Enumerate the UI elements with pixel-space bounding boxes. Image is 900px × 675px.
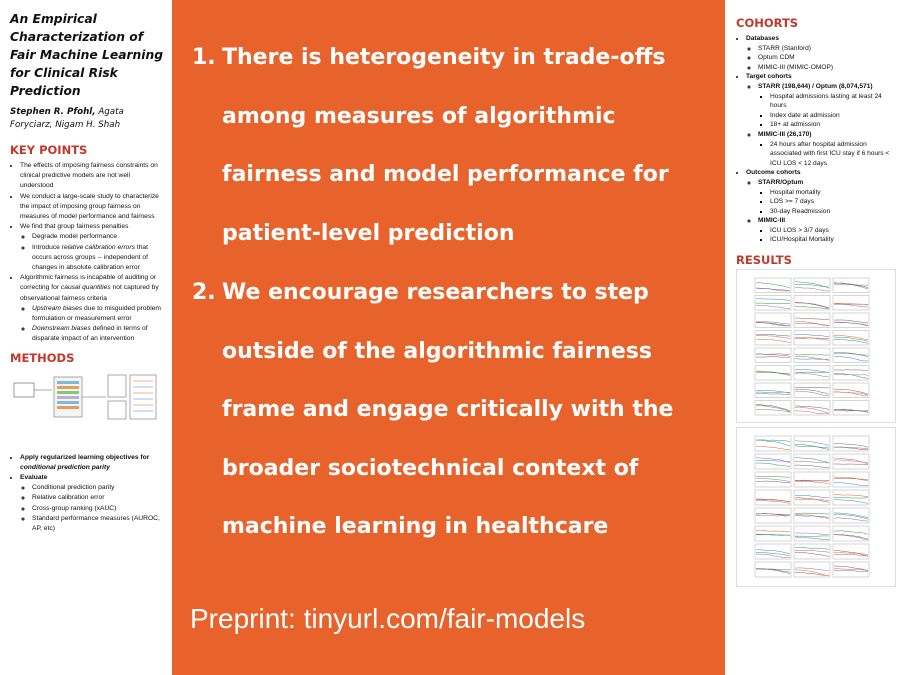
subplot-panel — [755, 544, 791, 559]
subplot-panel — [833, 366, 869, 381]
list-item-text: Apply regularized learning objectives for — [20, 453, 150, 461]
point-line: We encourage researchers to step — [222, 280, 649, 305]
list-item-text: not captured by observational fairness criteria — [20, 284, 159, 302]
subplot-panel — [833, 296, 869, 311]
subplot-panel — [794, 278, 830, 293]
subplot-panel — [833, 331, 869, 346]
list-item-text: MIMIC-III (26,170) — [758, 130, 812, 138]
point-number: 2. — [192, 280, 216, 305]
list-item: ▪ 24 hours after hospital admission associated with first ICU stay if 6 hours < ICU LOS < 12 days — [770, 140, 896, 169]
list-item: ▪ ICU LOS > 3/7 days — [770, 226, 896, 236]
list-item — [20, 453, 164, 473]
emphasis: relative calibration errors — [61, 243, 135, 251]
list-item — [20, 473, 164, 534]
emphasis: conditional prediction parity — [20, 463, 110, 471]
list-item-text: Algorithmic fairness is incapable of auditing or correcting for — [20, 274, 157, 292]
methods-diagram — [10, 369, 160, 431]
methods-list — [10, 453, 164, 535]
list-item: ▪ 30-day Readmission — [770, 207, 896, 217]
list-item — [20, 222, 164, 273]
point-number: 1. — [192, 45, 216, 70]
list-item: ▪ LOS >= 7 days — [770, 197, 896, 207]
list-item: ▪ 18+ at admission — [770, 120, 896, 130]
subplot-panel — [794, 401, 830, 416]
center-panel — [172, 0, 725, 675]
key-points-list — [10, 161, 164, 345]
preprint-link[interactable]: Preprint: tinyurl.com/fair-models — [190, 603, 586, 634]
list-item-text: Evaluate — [20, 474, 48, 482]
methods-heading: METHODS — [10, 350, 75, 365]
list-item: ◦ Degrade model performance — [32, 232, 164, 242]
list-item-text: Databases — [746, 35, 779, 42]
list-item-text: due to misguided problem formulation or measurement error — [32, 304, 161, 323]
point-line: machine learning in healthcare — [222, 514, 609, 539]
list-item — [758, 178, 896, 216]
right-column — [730, 0, 900, 675]
point-line: broader sociotechnical context of — [222, 455, 639, 481]
list-item: ▪ Hospital admissions lasting at least 24 hours — [770, 92, 896, 111]
list-item: • The effects of imposing fairness constraints on clinical predictive models are not well understood — [20, 161, 164, 192]
cohorts-heading: COHORTS — [736, 16, 799, 30]
subplot-panel — [755, 526, 791, 541]
subplot-panel — [833, 401, 869, 416]
list-item — [746, 72, 896, 168]
list-item — [758, 130, 896, 168]
list-item: ◦ Optum CDM — [758, 53, 896, 63]
results-heading: RESULTS — [736, 253, 792, 268]
point-line: frame and engage critically with the — [222, 397, 674, 422]
authors — [10, 106, 164, 131]
subplot-panel — [833, 526, 869, 541]
point-line: fairness and model performance for — [222, 162, 669, 187]
list-item: ◦ Standard performance measures (AUROC, AP, etc) — [32, 514, 164, 534]
subplot-panel — [794, 472, 830, 487]
point-line: among measures of algorithmic — [222, 103, 616, 129]
list-item — [32, 304, 164, 324]
subplot-panel — [833, 454, 869, 469]
subplot-panel — [755, 436, 791, 451]
subplot-panel — [755, 296, 791, 311]
subplot-panel — [833, 348, 869, 363]
list-item: ▪ ICU/Hospital Mortality — [770, 235, 896, 245]
list-item — [32, 243, 164, 274]
subplot-panel — [794, 526, 830, 541]
first-author: Stephen R. Pfohl, — [10, 107, 96, 117]
list-item: ◦ MIMIC-III (MIMIC-OMOP) — [758, 63, 896, 73]
results-figure-top — [736, 269, 896, 423]
list-item — [758, 82, 896, 130]
left-column — [0, 0, 170, 675]
list-item-text: Introduce — [32, 243, 60, 251]
emphasis: Downstream biases — [32, 325, 91, 333]
point-line: outside of the algorithmic fairness — [222, 338, 652, 364]
list-item-text: MIMIC-III — [758, 217, 786, 225]
point-1 — [192, 29, 717, 263]
list-item-text: Target cohorts — [746, 73, 792, 81]
list-item — [20, 273, 164, 344]
list-item: ◦ Cross-group ranking (xAUC) — [32, 504, 164, 514]
subplot-panel — [755, 401, 791, 416]
cohorts-list — [736, 34, 896, 245]
list-item-text: STARR (198,644) / Optum (8,074,571) — [758, 82, 873, 90]
point-line: patient-level prediction — [222, 220, 515, 246]
subplot-panel — [833, 544, 869, 559]
list-item: • We conduct a large-scale study to characterize the impact of imposing group fairness on measures of model performance and fairness — [20, 192, 164, 223]
list-item — [32, 324, 164, 344]
list-item-text: STARR/Optum — [758, 178, 804, 186]
point-2 — [192, 264, 717, 557]
list-item — [746, 168, 896, 245]
subplot-panel — [755, 490, 791, 505]
subplot-panel — [794, 366, 830, 381]
list-item-text: that occurs across groups -- independent of changes in absolute calibration error — [32, 243, 148, 272]
list-item — [746, 34, 896, 72]
list-item: ◦ Relative calibration error — [32, 493, 164, 503]
list-item: ▪ Index date at admission — [770, 111, 896, 121]
point-line: There is heterogeneity in trade-offs — [222, 45, 666, 70]
list-item-text: defined in terms of disparate impact of an intervention — [32, 325, 148, 343]
subplot-panel — [794, 313, 830, 328]
emphasis: causal quantities — [60, 284, 111, 292]
list-item: ◦ Conditional prediction parity — [32, 483, 164, 493]
list-item: ◦ STARR (Stanford) — [758, 44, 896, 54]
results-figure-bottom — [736, 427, 896, 587]
list-item-text: Outcome cohorts — [746, 169, 801, 177]
emphasis: Upstream biases — [32, 304, 83, 312]
list-item: ▪ Hospital mortality — [770, 188, 896, 198]
poster-title: An Empirical Characterization of Fair Machine Learning for Clinical Risk Prediction — [10, 12, 164, 98]
other-authors: Agata Foryciarz, Nigam H. Shah — [10, 107, 124, 130]
list-item-text: We find that group fairness penalties — [20, 223, 129, 231]
key-points-heading: KEY POINTS — [10, 143, 88, 157]
subplot-panel — [755, 472, 791, 487]
list-item — [758, 216, 896, 245]
